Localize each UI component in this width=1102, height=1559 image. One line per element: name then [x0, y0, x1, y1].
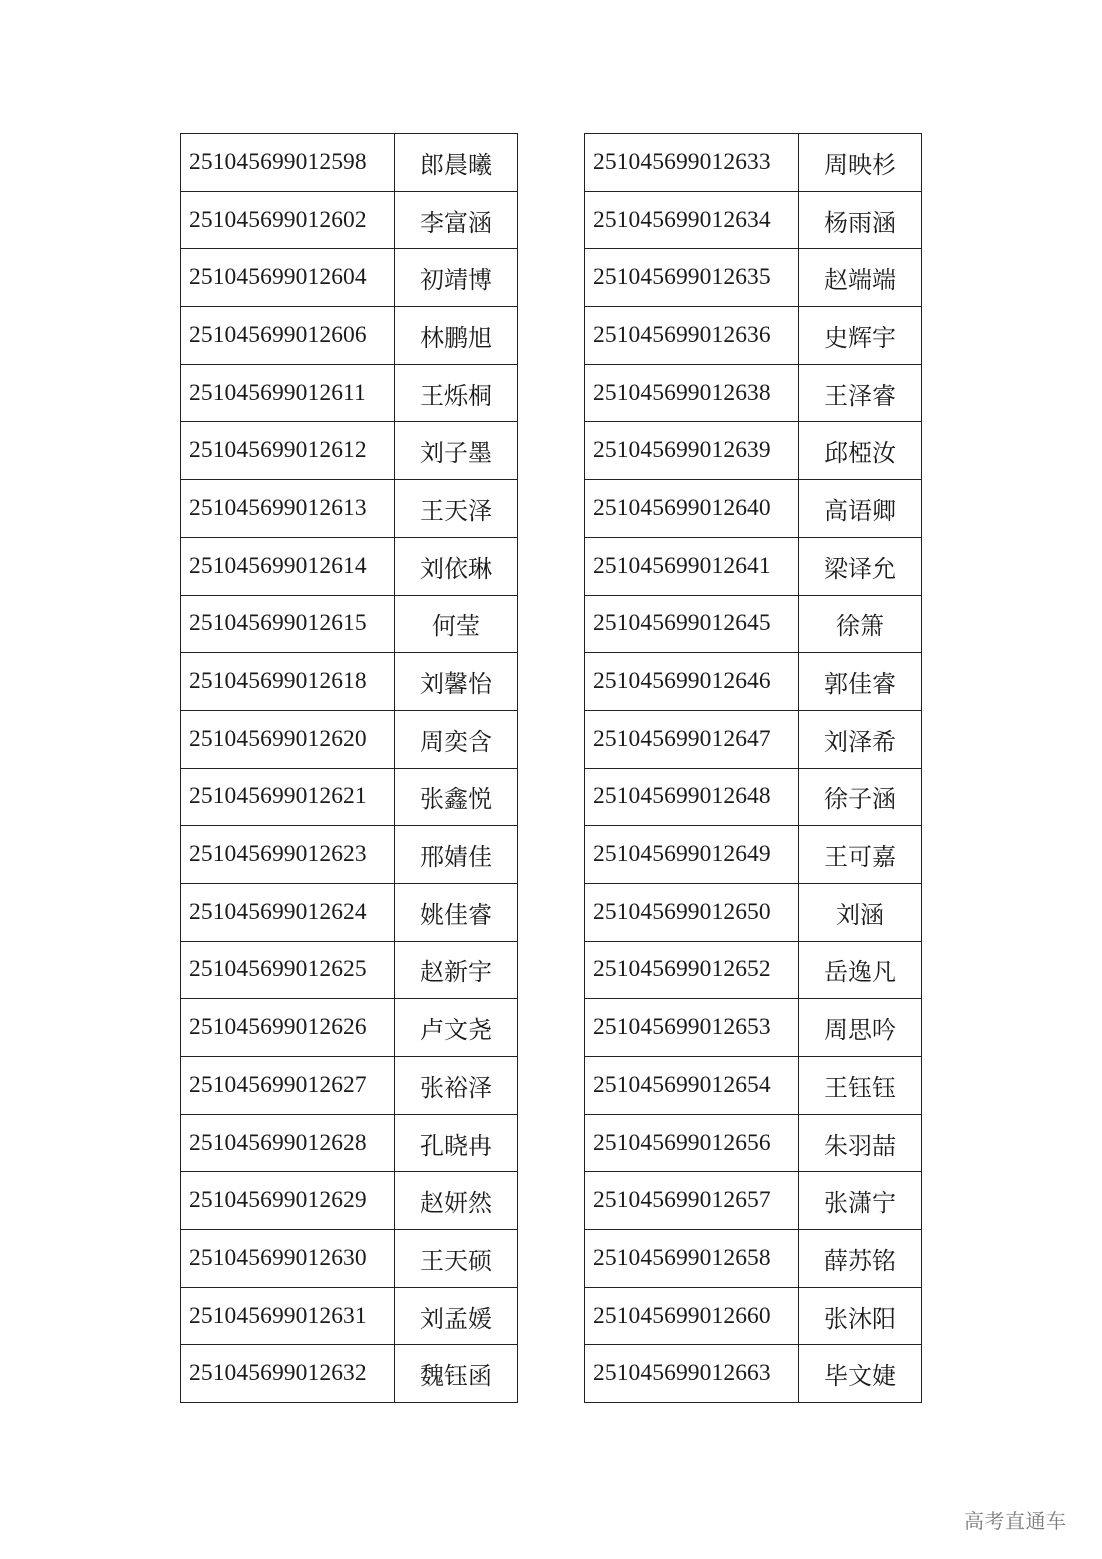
candidate-id-cell: 251045699012615	[181, 595, 395, 653]
candidate-name-cell: 毕文婕	[799, 1345, 922, 1403]
table-row	[181, 595, 518, 653]
candidate-name-cell: 徐箫	[799, 595, 922, 653]
candidate-id-cell: 251045699012613	[181, 480, 395, 538]
candidate-id-cell: 251045699012611	[181, 364, 395, 422]
table-row	[585, 364, 922, 422]
candidate-id-cell: 251045699012624	[181, 883, 395, 941]
candidate-name-cell: 徐子涵	[799, 768, 922, 826]
table-row	[181, 307, 518, 365]
table-row	[585, 883, 922, 941]
candidate-id-cell: 251045699012623	[181, 826, 395, 884]
candidate-name-cell: 魏钰函	[395, 1345, 518, 1403]
candidate-id-cell: 251045699012640	[585, 480, 799, 538]
table-row	[585, 480, 922, 538]
candidate-name-cell: 周奕含	[395, 710, 518, 768]
candidate-id-cell: 251045699012657	[585, 1172, 799, 1230]
table-row	[181, 653, 518, 711]
candidate-name-cell: 林鹏旭	[395, 307, 518, 365]
table-row	[585, 999, 922, 1057]
candidate-name-cell: 郎晨曦	[395, 134, 518, 192]
candidate-id-cell: 251045699012658	[585, 1230, 799, 1288]
candidate-id-cell: 251045699012663	[585, 1345, 799, 1403]
candidate-id-cell: 251045699012638	[585, 364, 799, 422]
candidate-name-cell: 卢文尧	[395, 999, 518, 1057]
table-row	[585, 1230, 922, 1288]
candidate-id-cell: 251045699012627	[181, 1057, 395, 1115]
candidate-id-cell: 251045699012645	[585, 595, 799, 653]
table-row	[585, 653, 922, 711]
table-row	[181, 941, 518, 999]
candidate-name-cell: 刘泽希	[799, 710, 922, 768]
candidate-id-cell: 251045699012648	[585, 768, 799, 826]
candidate-id-cell: 251045699012647	[585, 710, 799, 768]
candidate-name-cell: 王泽睿	[799, 364, 922, 422]
candidate-id-cell: 251045699012635	[585, 249, 799, 307]
table-row	[585, 537, 922, 595]
table-row	[181, 1287, 518, 1345]
table-row	[585, 826, 922, 884]
table-row	[585, 1057, 922, 1115]
roster-table-left	[180, 133, 518, 1403]
candidate-name-cell: 刘子墨	[395, 422, 518, 480]
candidate-name-cell: 朱羽喆	[799, 1114, 922, 1172]
candidate-name-cell: 孔晓冉	[395, 1114, 518, 1172]
candidate-name-cell: 张潇宁	[799, 1172, 922, 1230]
candidate-name-cell: 刘涵	[799, 883, 922, 941]
candidate-name-cell: 张鑫悦	[395, 768, 518, 826]
candidate-name-cell: 薛苏铭	[799, 1230, 922, 1288]
watermark-text: 高考直通车	[964, 1509, 1067, 1533]
table-row	[585, 595, 922, 653]
candidate-name-cell: 王天泽	[395, 480, 518, 538]
candidate-name-cell: 初靖博	[395, 249, 518, 307]
candidate-name-cell: 赵端端	[799, 249, 922, 307]
table-row	[181, 134, 518, 192]
candidate-id-cell: 251045699012628	[181, 1114, 395, 1172]
candidate-id-cell: 251045699012630	[181, 1230, 395, 1288]
table-row	[181, 1172, 518, 1230]
candidate-id-cell: 251045699012634	[585, 191, 799, 249]
candidate-id-cell: 251045699012620	[181, 710, 395, 768]
candidate-id-cell: 251045699012631	[181, 1287, 395, 1345]
candidate-name-cell: 刘孟媛	[395, 1287, 518, 1345]
candidate-name-cell: 郭佳睿	[799, 653, 922, 711]
candidate-name-cell: 李富涵	[395, 191, 518, 249]
table-row	[585, 941, 922, 999]
table-row	[585, 191, 922, 249]
candidate-name-cell: 赵妍然	[395, 1172, 518, 1230]
table-row	[585, 1114, 922, 1172]
candidate-name-cell: 杨雨涵	[799, 191, 922, 249]
table-row	[585, 1172, 922, 1230]
table-row	[181, 999, 518, 1057]
roster-table-left-body	[181, 134, 518, 1403]
table-row	[585, 1345, 922, 1403]
candidate-name-cell: 刘依琳	[395, 537, 518, 595]
candidate-name-cell: 张裕泽	[395, 1057, 518, 1115]
table-row	[181, 1114, 518, 1172]
table-row	[181, 826, 518, 884]
candidate-id-cell: 251045699012656	[585, 1114, 799, 1172]
candidate-name-cell: 岳逸凡	[799, 941, 922, 999]
candidate-id-cell: 251045699012598	[181, 134, 395, 192]
candidate-name-cell: 王可嘉	[799, 826, 922, 884]
candidate-id-cell: 251045699012621	[181, 768, 395, 826]
candidate-id-cell: 251045699012629	[181, 1172, 395, 1230]
candidate-id-cell: 251045699012641	[585, 537, 799, 595]
candidate-id-cell: 251045699012612	[181, 422, 395, 480]
table-row	[181, 422, 518, 480]
candidate-name-cell: 邢婧佳	[395, 826, 518, 884]
candidate-name-cell: 赵新宇	[395, 941, 518, 999]
table-row	[585, 134, 922, 192]
candidate-id-cell: 251045699012604	[181, 249, 395, 307]
table-row	[585, 422, 922, 480]
roster-table-right	[584, 133, 922, 1403]
table-row	[181, 480, 518, 538]
candidate-id-cell: 251045699012602	[181, 191, 395, 249]
candidate-name-cell: 何莹	[395, 595, 518, 653]
table-row	[181, 1057, 518, 1115]
table-row	[181, 1230, 518, 1288]
table-row	[181, 1345, 518, 1403]
candidate-name-cell: 邱椏汝	[799, 422, 922, 480]
candidate-id-cell: 251045699012614	[181, 537, 395, 595]
candidate-id-cell: 251045699012618	[181, 653, 395, 711]
table-row	[181, 191, 518, 249]
candidate-id-cell: 251045699012654	[585, 1057, 799, 1115]
candidate-id-cell: 251045699012633	[585, 134, 799, 192]
table-row	[585, 1287, 922, 1345]
candidate-id-cell: 251045699012653	[585, 999, 799, 1057]
table-row	[181, 768, 518, 826]
candidate-name-cell: 周思吟	[799, 999, 922, 1057]
candidate-name-cell: 姚佳睿	[395, 883, 518, 941]
candidate-id-cell: 251045699012625	[181, 941, 395, 999]
candidate-name-cell: 高语卿	[799, 480, 922, 538]
table-row	[585, 307, 922, 365]
table-row	[585, 710, 922, 768]
table-row	[585, 249, 922, 307]
table-row	[181, 883, 518, 941]
table-row	[181, 364, 518, 422]
candidate-name-cell: 王天硕	[395, 1230, 518, 1288]
candidate-name-cell: 史辉宇	[799, 307, 922, 365]
candidate-name-cell: 张沐阳	[799, 1287, 922, 1345]
candidate-id-cell: 251045699012636	[585, 307, 799, 365]
candidate-id-cell: 251045699012646	[585, 653, 799, 711]
candidate-id-cell: 251045699012606	[181, 307, 395, 365]
candidate-name-cell: 周映杉	[799, 134, 922, 192]
candidate-name-cell: 刘馨怡	[395, 653, 518, 711]
roster-table-right-body	[585, 134, 922, 1403]
candidate-name-cell: 王烁桐	[395, 364, 518, 422]
table-row	[181, 249, 518, 307]
candidate-name-cell: 王钰钰	[799, 1057, 922, 1115]
candidate-id-cell: 251045699012626	[181, 999, 395, 1057]
candidate-id-cell: 251045699012632	[181, 1345, 395, 1403]
table-row	[181, 537, 518, 595]
table-row	[181, 710, 518, 768]
candidate-id-cell: 251045699012649	[585, 826, 799, 884]
candidate-id-cell: 251045699012652	[585, 941, 799, 999]
candidate-id-cell: 251045699012639	[585, 422, 799, 480]
candidate-id-cell: 251045699012660	[585, 1287, 799, 1345]
candidate-name-cell: 梁译允	[799, 537, 922, 595]
candidate-id-cell: 251045699012650	[585, 883, 799, 941]
table-row	[585, 768, 922, 826]
